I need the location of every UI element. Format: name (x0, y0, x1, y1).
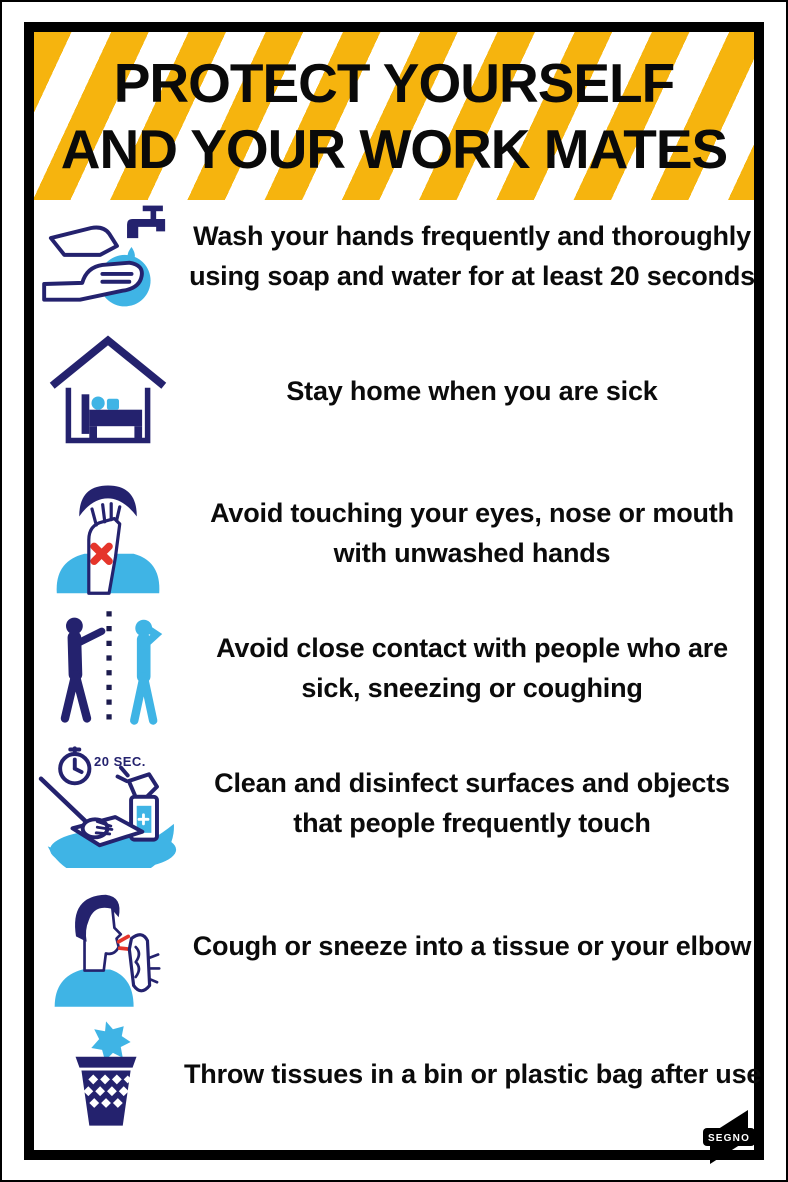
stay-home-bed-icon (32, 330, 184, 452)
segno-logo (696, 1108, 762, 1166)
tissue-bin-icon-graphic (49, 1013, 167, 1135)
avoid-touching-face-icon (32, 470, 184, 596)
stay-home-bed-icon-graphic (42, 330, 174, 452)
timer-20-sec-label: 20 SEC. (94, 754, 146, 769)
segno-logo-text: SEGNO (707, 1133, 751, 1144)
instruction-row-cough-sneeze (32, 878, 760, 1014)
instruction-text: Avoid touching your eyes, nose or mouth with unwashed hands (210, 497, 734, 568)
tissue-bin-icon (32, 1013, 184, 1135)
hand-washing-icon (32, 200, 184, 312)
instruction-row-avoid-touching-face (32, 462, 760, 604)
poster-title-line1: PROTECT YOURSELF (113, 52, 675, 114)
instruction-text: Stay home when you are sick (286, 375, 658, 406)
instruction-text: Cough or sneeze into a tissue or your elbow (192, 930, 752, 961)
social-distance-icon (32, 609, 184, 727)
instruction-text: Avoid close contact with people who are sick, sneezing or coughing (216, 632, 728, 703)
cough-into-tissue-icon-graphic (44, 882, 172, 1010)
hazard-stripe-header (34, 32, 754, 200)
poster-title-line2: AND YOUR WORK MATES (60, 118, 728, 180)
cough-into-tissue-icon (32, 882, 184, 1010)
avoid-touching-face-icon-graphic (44, 470, 172, 596)
hand-washing-icon-graphic (33, 200, 183, 312)
instruction-text: Clean and disinfect surfaces and objects that people frequently touch (214, 767, 730, 838)
instruction-row-stay-home (32, 322, 760, 460)
clean-disinfect-icon (32, 738, 184, 868)
instruction-row-throw-tissues (32, 1012, 760, 1136)
instruction-text: Throw tissues in a bin or plastic bag after use (184, 1058, 762, 1089)
social-distance-icon-graphic (45, 609, 171, 727)
instruction-row-avoid-close-contact (32, 606, 760, 730)
instruction-text: Wash your hands frequently and thoroughly using soap and water for at least 20 seconds (189, 220, 755, 291)
instruction-row-clean-disinfect (32, 728, 760, 878)
instruction-row-wash-hands (32, 192, 760, 320)
